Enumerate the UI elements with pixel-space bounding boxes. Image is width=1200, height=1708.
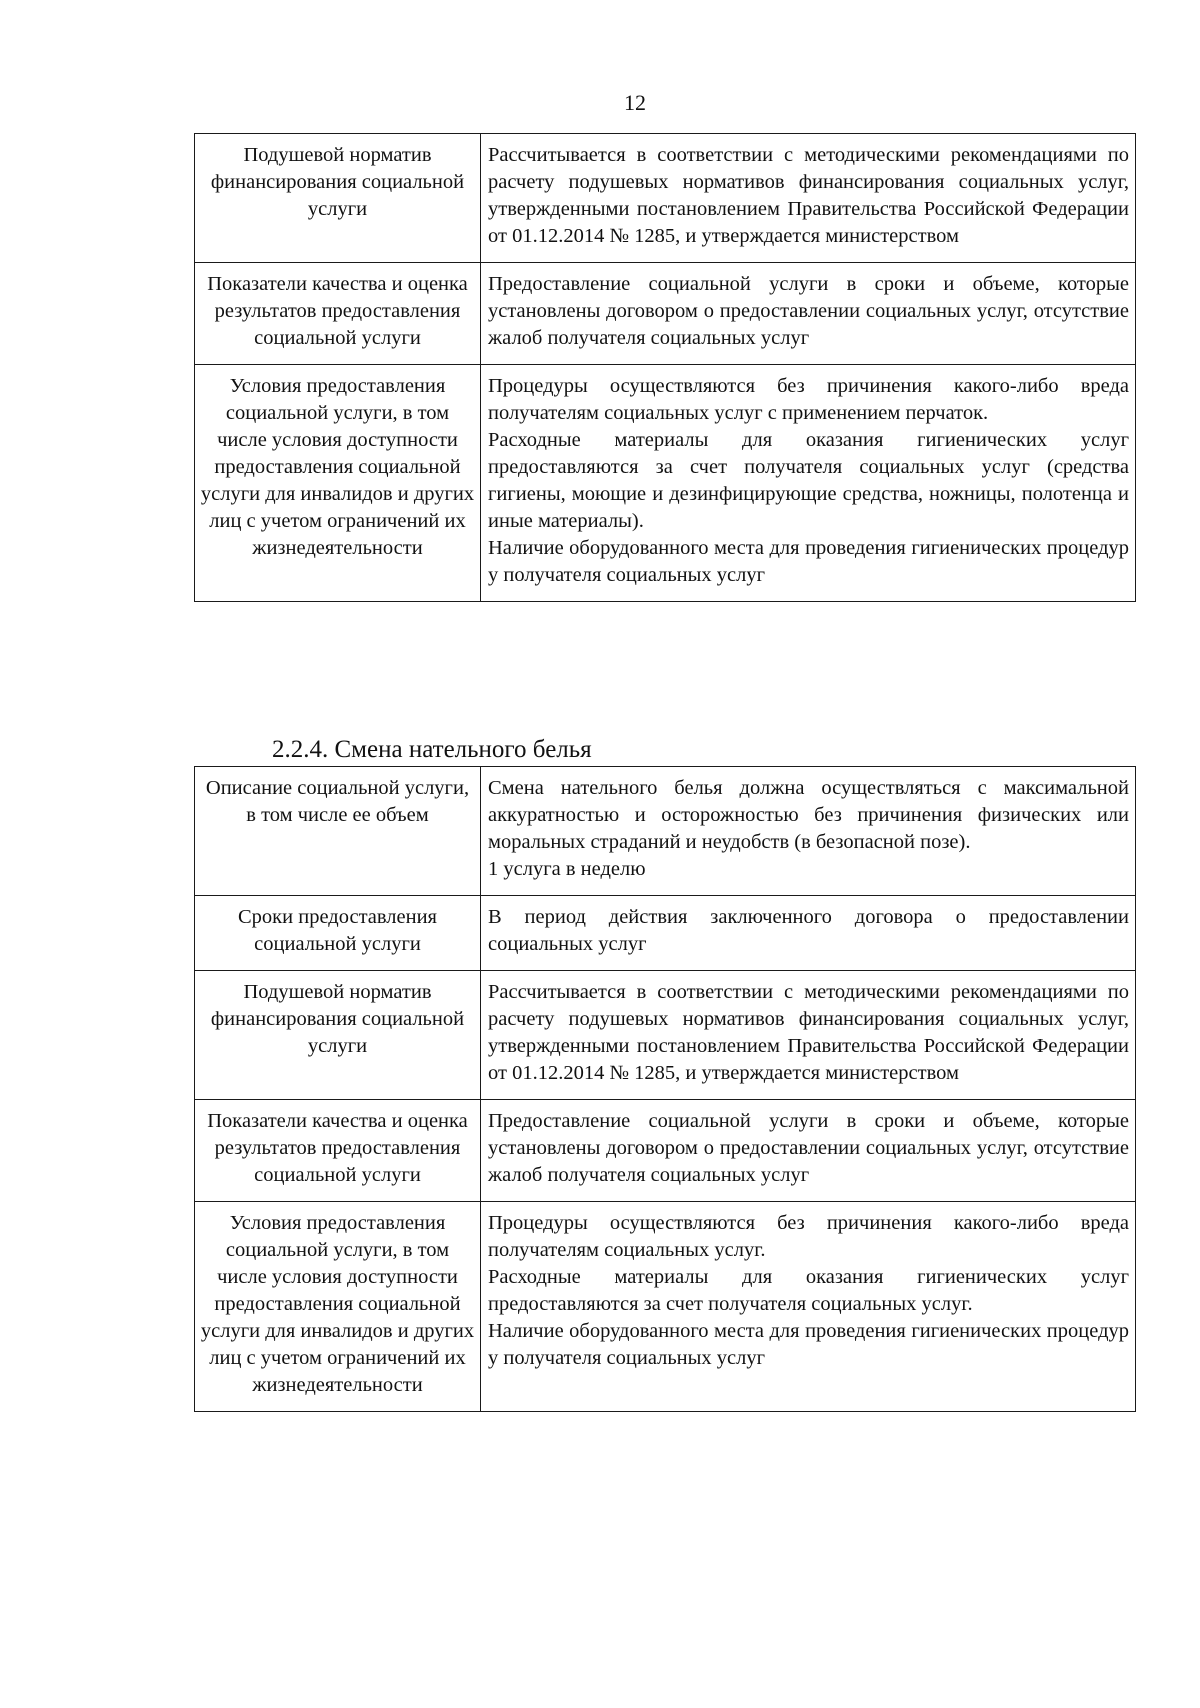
table-row bbox=[195, 134, 1136, 263]
table-row bbox=[195, 896, 1136, 971]
value-paragraph: Наличие оборудованного места для проведения гигиенических процедур у получателя социальных услуг bbox=[488, 1320, 1129, 1369]
service-table-2 bbox=[194, 766, 1136, 1412]
row-value bbox=[481, 1100, 1136, 1202]
value-paragraph: Предоставление социальной услуги в сроки и объеме, которые установлены договором о предоставлении социальных услуг, отсутствие жалоб получателя социальных услуг bbox=[488, 273, 1129, 349]
service-table-1 bbox=[194, 133, 1136, 602]
value-paragraph: В период действия заключенного договора о предоставлении социальных услуг bbox=[488, 906, 1129, 955]
row-label: Подушевой норматив финансирования социальной услуги bbox=[195, 134, 481, 263]
table-row bbox=[195, 767, 1136, 896]
table-row bbox=[195, 971, 1136, 1100]
row-label: Условия предоставления социальной услуги, в том числе условия доступности предоставления социальной услуги для инвалидов и других лиц с учетом ограничений их жизнедеятельности bbox=[195, 365, 481, 602]
row-label: Показатели качества и оценка результатов предоставления социальной услуги bbox=[195, 1100, 481, 1202]
row-value bbox=[481, 1202, 1136, 1412]
value-paragraph: 1 услуга в неделю bbox=[488, 858, 646, 880]
row-value bbox=[481, 365, 1136, 602]
value-paragraph: Процедуры осуществляются без причинения какого-либо вреда получателям социальных услуг. bbox=[488, 1212, 1129, 1261]
page-number: 12 bbox=[624, 90, 646, 115]
value-paragraph: Рассчитывается в соответствии с методическими рекомендациями по расчету подушевых нормативов финансирования социальных услуг, утвержденными постановлением Правительства Российской Федерации от 01.12.2014 № 1285, и утверждается министерством bbox=[488, 981, 1129, 1084]
row-label: Условия предоставления социальной услуги, в том числе условия доступности предоставления социальной услуги для инвалидов и других лиц с учетом ограничений их жизнедеятельности bbox=[195, 1202, 481, 1412]
value-paragraph: Наличие оборудованного места для проведения гигиенических процедур у получателя социальных услуг bbox=[488, 537, 1129, 586]
row-label: Подушевой норматив финансирования социальной услуги bbox=[195, 971, 481, 1100]
value-paragraph: Процедуры осуществляются без причинения какого-либо вреда получателям социальных услуг с применением перчаток. bbox=[488, 375, 1129, 424]
table-row bbox=[195, 1202, 1136, 1412]
table-row bbox=[195, 365, 1136, 602]
row-label: Описание социальной услуги, в том числе ее объем bbox=[195, 767, 481, 896]
row-value bbox=[481, 263, 1136, 365]
row-value bbox=[481, 767, 1136, 896]
row-label: Показатели качества и оценка результатов предоставления социальной услуги bbox=[195, 263, 481, 365]
row-value bbox=[481, 971, 1136, 1100]
value-paragraph: Предоставление социальной услуги в сроки и объеме, которые установлены договором о предоставлении социальных услуг, отсутствие жалоб получателя социальных услуг bbox=[488, 1110, 1129, 1186]
row-label: Сроки предоставления социальной услуги bbox=[195, 896, 481, 971]
value-paragraph: Расходные материалы для оказания гигиенических услуг предоставляются за счет получателя социальных услуг. bbox=[488, 1266, 1129, 1315]
section-heading: 2.2.4. Смена нательного белья bbox=[272, 736, 592, 763]
value-paragraph: Расходные материалы для оказания гигиенических услуг предоставляются за счет получателя социальных услуг (средства гигиены, моющие и дезинфицирующие средства, ножницы, полотенца и иные материалы). bbox=[488, 429, 1129, 532]
value-paragraph: Рассчитывается в соответствии с методическими рекомендациями по расчету подушевых нормативов финансирования социальных услуг, утвержденными постановлением Правительства Российской Федерации от 01.12.2014 № 1285, и утверждается министерством bbox=[488, 144, 1129, 247]
row-value bbox=[481, 896, 1136, 971]
value-paragraph: Смена нательного белья должна осуществляться с максимальной аккуратностью и осторожностью без причинения физических или моральных страданий и неудобств (в безопасной позе). bbox=[488, 777, 1129, 853]
row-value bbox=[481, 134, 1136, 263]
table-row bbox=[195, 1100, 1136, 1202]
table-row bbox=[195, 263, 1136, 365]
